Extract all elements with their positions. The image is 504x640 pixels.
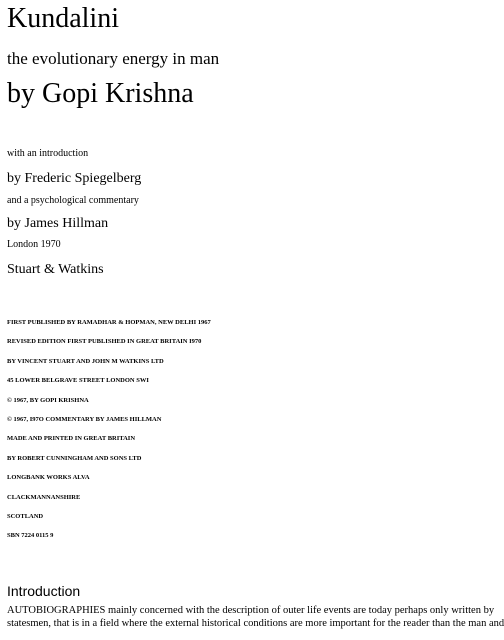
book-subtitle: the evolutionary energy in man: [7, 49, 220, 68]
introduction-label: with an introduction: [7, 148, 89, 159]
publisher-name: Stuart & Watkins: [7, 262, 104, 277]
introduction-heading: Introduction: [7, 583, 81, 599]
imprint-line: © 1967, I97O COMMENTARY BY JAMES HILLMAN: [7, 415, 162, 423]
introduction-paragraph: [7, 604, 504, 630]
paragraph-line: statesmen, that is in a field where the external historical conditions are more important for the reader than the man and: [7, 618, 504, 629]
imprint-line: CLACKMANNANSHIRE: [7, 493, 81, 501]
imprint-line: REVISED EDITION FIRST PUBLISHED IN GREAT BRITAIN I970: [7, 338, 202, 346]
commentary-label: and a psychological commentary: [7, 195, 139, 206]
imprint-line: MADE AND PRINTED IN GREAT BRITAIN: [7, 435, 136, 443]
imprint-block: [7, 320, 211, 553]
imprint-line: BY ROBERT CUNNINGHAM AND SONS LTD: [7, 454, 142, 462]
commentary-author: by James Hillman: [7, 216, 109, 231]
book-author: by Gopi Krishna: [7, 78, 194, 109]
book-title: Kundalini: [7, 3, 119, 34]
paragraph-line: AUTOBIOGRAPHIES mainly concerned with the description of outer life events are today perhaps only written by: [7, 605, 495, 616]
imprint-line: SBN 7224 0115 9: [7, 532, 54, 540]
place-and-year: London 1970: [7, 239, 61, 250]
imprint-line: BY VINCENT STUART AND JOHN M WATKINS LTD: [7, 357, 164, 365]
imprint-line: LONGBANK WORKS ALVA: [7, 474, 90, 482]
imprint-line: SCOTLAND: [7, 512, 44, 520]
introduction-author: by Frederic Spiegelberg: [7, 171, 142, 186]
imprint-line: 45 LOWER BELGRAVE STREET LONDON SWI: [7, 377, 149, 385]
imprint-line: FIRST PUBLISHED BY RAMADHAR & HOPMAN, NEW DELHI 1967: [7, 319, 211, 326]
imprint-line: © 1967, BY GOPI KRISHNA: [7, 396, 89, 404]
